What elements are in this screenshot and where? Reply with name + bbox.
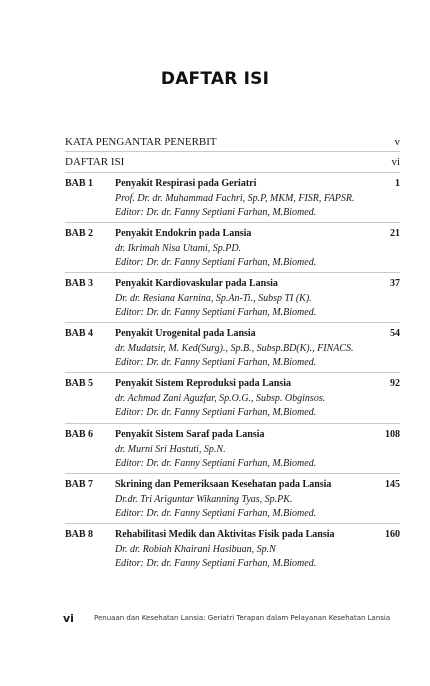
page-number: vi — [63, 612, 74, 625]
chapter-author: dr. Mudatsir, M. Ked(Surg)., Sp.B., Subsp.BD(K)., FINACS. — [115, 342, 354, 354]
chapter-editor: Editor: Dr. dr. Fanny Septiani Farhan, M.Biomed. — [115, 257, 317, 268]
chapter-editor: Editor: Dr. dr. Fanny Septiani Farhan, M.Biomed. — [115, 508, 317, 519]
chapter-number: BAB 1 — [65, 178, 94, 189]
chapter-page: 92 — [390, 378, 400, 389]
chapter-author: Prof. Dr. dr. Muhammad Fachri, Sp.P, MKM, FISR, FAPSR. — [115, 192, 355, 204]
divider — [65, 423, 400, 424]
chapter-number: BAB 4 — [65, 328, 94, 339]
toc-entry-label: DAFTAR ISI — [65, 156, 125, 168]
chapter-page: 54 — [390, 328, 400, 339]
divider — [65, 172, 400, 173]
chapter-editor: Editor: Dr. dr. Fanny Septiani Farhan, M.Biomed. — [115, 357, 317, 368]
chapter-title: Penyakit Respirasi pada Geriatri — [115, 178, 257, 189]
divider — [65, 473, 400, 474]
chapter-editor: Editor: Dr. dr. Fanny Septiani Farhan, M.Biomed. — [115, 407, 317, 418]
divider — [65, 272, 400, 273]
chapter-page: 1 — [395, 178, 400, 189]
chapter-editor: Editor: Dr. dr. Fanny Septiani Farhan, M.Biomed. — [115, 558, 317, 569]
chapter-author: Dr. dr. Resiana Karnina, Sp.An-Ti., Subsp TI (K). — [115, 292, 312, 304]
chapter-number: BAB 2 — [65, 228, 94, 239]
divider — [65, 151, 400, 152]
chapter-number: BAB 8 — [65, 529, 94, 540]
toc-entry-label: KATA PENGANTAR PENERBIT — [65, 136, 217, 148]
page-title: DAFTAR ISI — [160, 69, 270, 89]
chapter-number: BAB 3 — [65, 278, 94, 289]
chapter-author: dr. Murni Sri Hastuti, Sp.N. — [115, 443, 226, 455]
chapter-title: Penyakit Sistem Reproduksi pada Lansia — [115, 378, 291, 389]
chapter-title: Rehabilitasi Medik dan Aktivitas Fisik pada Lansia — [115, 529, 335, 540]
chapter-page: 160 — [385, 529, 400, 540]
toc-entry-kata-pengantar[interactable] — [65, 134, 400, 150]
chapter-number: BAB 5 — [65, 378, 94, 389]
chapter-page: 108 — [385, 429, 400, 440]
chapter-page: 145 — [385, 479, 400, 490]
chapter-author: dr. Achmad Zani Aguzfar, Sp.O.G., Subsp. Obginsos. — [115, 392, 326, 404]
chapter-title: Penyakit Kardiovaskular pada Lansia — [115, 278, 278, 289]
chapter-title: Penyakit Sistem Saraf pada Lansia — [115, 429, 265, 440]
chapter-page: 21 — [390, 228, 400, 239]
page-footer — [63, 612, 403, 628]
divider — [65, 372, 400, 373]
chapter-author: Dr.dr. Tri Ariguntar Wikanning Tyas, Sp.PK. — [115, 493, 293, 505]
chapter-author: dr. Ikrimah Nisa Utami, Sp.PD. — [115, 242, 242, 254]
divider — [65, 222, 400, 223]
running-title: Penuaan dan Kesehatan Lansia: Geriatri Terapan dalam Pelayanan Kesehatan Lansia — [94, 614, 391, 622]
chapter-number: BAB 6 — [65, 429, 94, 440]
divider — [65, 322, 400, 323]
toc-entry-page: vi — [391, 156, 400, 168]
toc-entry-page: v — [394, 136, 400, 148]
chapter-title: Penyakit Endokrin pada Lansia — [115, 228, 252, 239]
chapter-page: 37 — [390, 278, 400, 289]
chapter-author: Dr. dr. Robiah Khairani Hasibuan, Sp.N — [115, 543, 276, 555]
chapter-editor: Editor: Dr. dr. Fanny Septiani Farhan, M.Biomed. — [115, 207, 317, 218]
toc-entry-daftar-isi[interactable] — [65, 154, 400, 170]
chapter-editor: Editor: Dr. dr. Fanny Septiani Farhan, M.Biomed. — [115, 458, 317, 469]
chapter-number: BAB 7 — [65, 479, 94, 490]
chapter-editor: Editor: Dr. dr. Fanny Septiani Farhan, M.Biomed. — [115, 307, 317, 318]
chapter-title: Penyakit Urogenital pada Lansia — [115, 328, 256, 339]
chapter-title: Skrining dan Pemeriksaan Kesehatan pada Lansia — [115, 479, 332, 490]
divider — [65, 523, 400, 524]
